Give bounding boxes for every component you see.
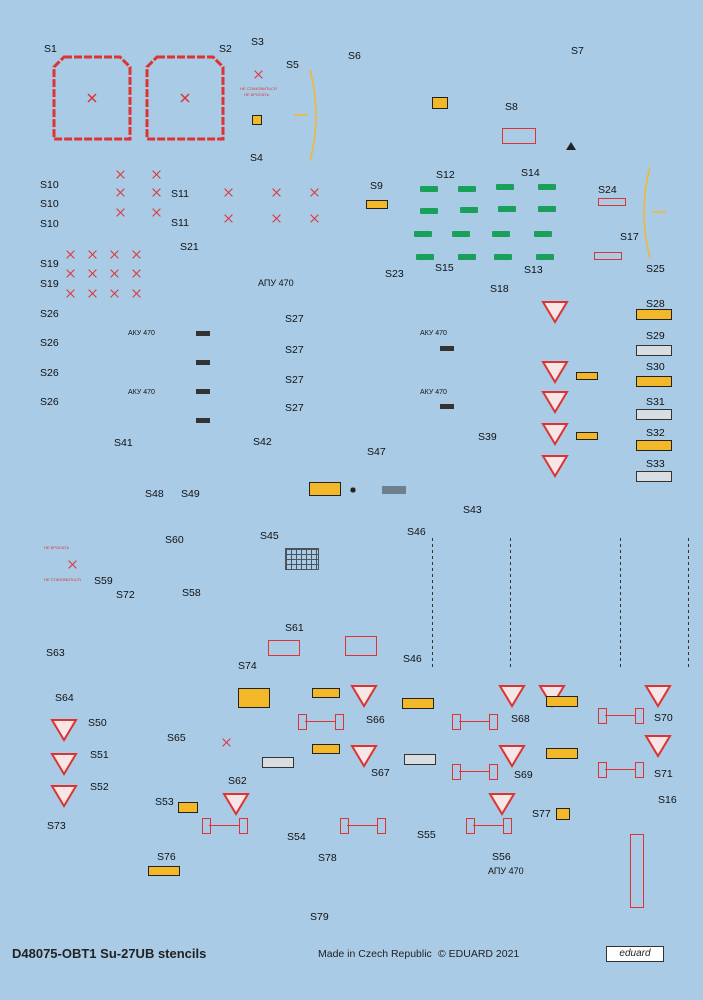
s33-plate bbox=[636, 471, 672, 482]
s30-plate bbox=[636, 376, 672, 387]
s69-plate bbox=[546, 696, 578, 707]
s18-small-plate bbox=[576, 372, 598, 380]
label-s26-d: S26 bbox=[40, 396, 59, 408]
label-s17: S17 bbox=[620, 231, 639, 243]
ruler-line bbox=[473, 825, 503, 826]
label-s46-a: S46 bbox=[407, 526, 426, 538]
s59-text: НЕ БРОСАТЬ bbox=[44, 545, 70, 550]
label-s42: S42 bbox=[253, 436, 272, 448]
label-s62: S62 bbox=[228, 775, 247, 787]
label-s70: S70 bbox=[654, 712, 673, 724]
s7-triangle bbox=[566, 142, 576, 150]
x-mark bbox=[88, 250, 97, 259]
s5-arc bbox=[290, 68, 320, 163]
label-s19-b: S19 bbox=[40, 278, 59, 290]
green-marker bbox=[458, 254, 476, 260]
label-s51: S51 bbox=[90, 749, 109, 761]
ruler-line bbox=[305, 721, 335, 722]
ruler-line bbox=[459, 771, 489, 772]
aku-stencil: АКУ 470 bbox=[128, 330, 155, 337]
label-s53: S53 bbox=[155, 796, 174, 808]
s46-dashes bbox=[688, 538, 689, 668]
label-s66: S66 bbox=[366, 714, 385, 726]
apu-stencil-s56: АПУ 470 bbox=[488, 866, 524, 876]
bracket bbox=[452, 764, 461, 780]
label-s25: S25 bbox=[646, 263, 665, 275]
s46-dashes bbox=[620, 538, 621, 668]
stencil-block bbox=[196, 331, 210, 336]
label-s30: S30 bbox=[646, 361, 665, 373]
label-s74: S74 bbox=[238, 660, 257, 672]
label-s10-a: S10 bbox=[40, 179, 59, 191]
label-s79: S79 bbox=[310, 911, 329, 923]
s56-red-panel bbox=[630, 834, 644, 908]
stencil-block bbox=[440, 346, 454, 351]
x-mark bbox=[88, 269, 97, 278]
bracket bbox=[489, 714, 498, 730]
label-s56: S56 bbox=[492, 851, 511, 863]
label-s33: S33 bbox=[646, 458, 665, 470]
ruler-line bbox=[209, 825, 239, 826]
s24-red-box-2 bbox=[594, 252, 622, 260]
x-mark bbox=[152, 188, 161, 197]
s32-plate bbox=[636, 440, 672, 451]
label-s61: S61 bbox=[285, 622, 304, 634]
s67-plate-2 bbox=[404, 754, 436, 765]
bracket bbox=[452, 714, 461, 730]
s3-text: НЕ СТАНОВИТЬСЯ bbox=[240, 86, 277, 91]
s59-text-2: НЕ СТАНОВИТЬСЯ bbox=[44, 577, 81, 582]
x-mark bbox=[224, 214, 233, 223]
s31-plate bbox=[636, 409, 672, 420]
s2-frame bbox=[145, 55, 225, 141]
stencil-block bbox=[196, 418, 210, 423]
x-mark bbox=[272, 214, 281, 223]
label-s18: S18 bbox=[490, 283, 509, 295]
x-mark bbox=[132, 269, 141, 278]
label-s69: S69 bbox=[514, 769, 533, 781]
ruler-line bbox=[605, 715, 635, 716]
x-mark bbox=[116, 188, 125, 197]
aku-stencil: АКУ 470 bbox=[128, 389, 155, 396]
label-s29: S29 bbox=[646, 330, 665, 342]
label-s4: S4 bbox=[250, 152, 263, 164]
s29-plate bbox=[636, 345, 672, 356]
label-s46-b: S46 bbox=[403, 653, 422, 665]
sheet-title: D48075-OBT1 Su-27UB stencils bbox=[12, 946, 207, 961]
bracket bbox=[598, 762, 607, 778]
label-s10-c: S10 bbox=[40, 218, 59, 230]
label-s47: S47 bbox=[367, 446, 386, 458]
eduard-logo: eduard bbox=[606, 946, 664, 962]
label-s48: S48 bbox=[145, 488, 164, 500]
label-s73: S73 bbox=[47, 820, 66, 832]
label-s78: S78 bbox=[318, 852, 337, 864]
label-s43: S43 bbox=[463, 504, 482, 516]
bracket bbox=[335, 714, 344, 730]
s4-plate bbox=[252, 115, 262, 125]
green-marker bbox=[538, 206, 556, 212]
label-s58: S58 bbox=[182, 587, 201, 599]
green-marker bbox=[494, 254, 512, 260]
green-marker bbox=[498, 206, 516, 212]
s53-plate bbox=[178, 802, 198, 813]
green-marker bbox=[492, 231, 510, 237]
label-s21: S21 bbox=[180, 241, 199, 253]
label-s68: S68 bbox=[511, 713, 530, 725]
label-s65: S65 bbox=[167, 732, 186, 744]
made-in-text: Made in Czech Republic bbox=[318, 948, 432, 960]
label-s55: S55 bbox=[417, 829, 436, 841]
label-s28: S28 bbox=[646, 298, 665, 310]
label-s26-c: S26 bbox=[40, 367, 59, 379]
green-marker bbox=[536, 254, 554, 260]
s47-table bbox=[382, 486, 406, 494]
s68-plate bbox=[402, 698, 434, 709]
copyright-text: © EDUARD 2021 bbox=[438, 948, 520, 960]
green-marker bbox=[458, 186, 476, 192]
ruler-line bbox=[347, 825, 377, 826]
label-s27-a: S27 bbox=[285, 313, 304, 325]
x-mark bbox=[66, 269, 75, 278]
label-s59: S59 bbox=[94, 575, 113, 587]
ruler-line bbox=[459, 721, 489, 722]
x-mark bbox=[66, 289, 75, 298]
s46-dashes bbox=[432, 538, 433, 668]
aku-stencil: АКУ 470 bbox=[420, 330, 447, 337]
label-s1: S1 bbox=[44, 43, 57, 55]
s1-frame bbox=[52, 55, 132, 141]
bracket bbox=[239, 818, 248, 834]
x-mark bbox=[110, 289, 119, 298]
label-s77: S77 bbox=[532, 808, 551, 820]
s8-plate bbox=[432, 97, 448, 109]
bracket bbox=[377, 818, 386, 834]
label-s54: S54 bbox=[287, 831, 306, 843]
x-mark bbox=[310, 214, 319, 223]
x-mark bbox=[310, 188, 319, 197]
x-mark bbox=[224, 188, 233, 197]
s61-box bbox=[268, 640, 300, 656]
x-mark bbox=[116, 170, 125, 179]
stencil-block bbox=[196, 389, 210, 394]
s47-plate bbox=[309, 482, 341, 496]
lower-triangles bbox=[50, 680, 690, 820]
green-marker bbox=[496, 184, 514, 190]
label-s19-a: S19 bbox=[40, 258, 59, 270]
s28-plate bbox=[636, 309, 672, 320]
label-s27-c: S27 bbox=[285, 374, 304, 386]
label-s32: S32 bbox=[646, 427, 665, 439]
label-s64: S64 bbox=[55, 692, 74, 704]
label-s2: S2 bbox=[219, 43, 232, 55]
label-s8: S8 bbox=[505, 101, 518, 113]
s67-plate bbox=[262, 757, 294, 768]
s45-table bbox=[285, 548, 319, 570]
s9-plate bbox=[366, 200, 388, 209]
green-marker bbox=[420, 208, 438, 214]
bracket bbox=[340, 818, 349, 834]
bracket bbox=[298, 714, 307, 730]
label-s13: S13 bbox=[524, 264, 543, 276]
label-s45: S45 bbox=[260, 530, 279, 542]
s24-red-box bbox=[598, 198, 626, 206]
x-mark bbox=[222, 738, 231, 747]
label-s10-b: S10 bbox=[40, 198, 59, 210]
x-mark bbox=[272, 188, 281, 197]
label-s15: S15 bbox=[435, 262, 454, 274]
label-s71: S71 bbox=[654, 768, 673, 780]
bracket bbox=[466, 818, 475, 834]
label-s12: S12 bbox=[436, 169, 455, 181]
s3-x-mark bbox=[254, 70, 263, 79]
s61-box bbox=[345, 636, 377, 656]
ruler-line bbox=[605, 769, 635, 770]
label-s27-d: S27 bbox=[285, 402, 304, 414]
bracket bbox=[503, 818, 512, 834]
green-marker bbox=[414, 231, 432, 237]
green-marker bbox=[416, 254, 434, 260]
label-s39: S39 bbox=[478, 431, 497, 443]
x-mark bbox=[132, 250, 141, 259]
label-s49: S49 bbox=[181, 488, 200, 500]
aku-stencil: АКУ 470 bbox=[420, 389, 447, 396]
label-s41: S41 bbox=[114, 437, 133, 449]
green-marker bbox=[534, 231, 552, 237]
bracket bbox=[598, 708, 607, 724]
bracket bbox=[635, 708, 644, 724]
green-marker bbox=[420, 186, 438, 192]
label-s67: S67 bbox=[371, 767, 390, 779]
s18-triangles bbox=[540, 298, 570, 483]
apu-stencil: АПУ 470 bbox=[258, 278, 294, 288]
s69-plate-2 bbox=[546, 748, 578, 759]
x-mark bbox=[66, 250, 75, 259]
label-s52: S52 bbox=[90, 781, 109, 793]
s66-plate bbox=[312, 688, 340, 698]
label-s27-b: S27 bbox=[285, 344, 304, 356]
green-marker bbox=[538, 184, 556, 190]
label-s26-a: S26 bbox=[40, 308, 59, 320]
label-s9: S9 bbox=[370, 180, 383, 192]
label-s23: S23 bbox=[385, 268, 404, 280]
label-s7: S7 bbox=[571, 45, 584, 57]
stencil-block bbox=[196, 360, 210, 365]
s3-text-2: НЕ БРОСАТЬ bbox=[244, 92, 270, 97]
x-mark bbox=[152, 208, 161, 217]
label-s31: S31 bbox=[646, 396, 665, 408]
stencil-block bbox=[440, 404, 454, 409]
label-s72: S72 bbox=[116, 589, 135, 601]
s66-plate-2 bbox=[312, 744, 340, 754]
green-marker bbox=[460, 207, 478, 213]
label-s16: S16 bbox=[658, 794, 677, 806]
bracket bbox=[489, 764, 498, 780]
x-mark bbox=[152, 170, 161, 179]
s74-plate bbox=[238, 688, 270, 708]
s46-dashes bbox=[510, 538, 511, 668]
label-s5: S5 bbox=[286, 59, 299, 71]
label-s11-b: S11 bbox=[171, 217, 189, 229]
x-mark bbox=[110, 269, 119, 278]
s76-plate bbox=[148, 866, 180, 876]
bracket bbox=[635, 762, 644, 778]
s47-dots bbox=[347, 484, 359, 496]
x-mark bbox=[132, 289, 141, 298]
bracket bbox=[202, 818, 211, 834]
label-s6: S6 bbox=[348, 50, 361, 62]
green-marker bbox=[452, 231, 470, 237]
x-mark bbox=[88, 289, 97, 298]
x-mark bbox=[110, 250, 119, 259]
s8-red-box bbox=[502, 128, 536, 144]
label-s60: S60 bbox=[165, 534, 184, 546]
label-s76: S76 bbox=[157, 851, 176, 863]
s17-arc bbox=[640, 165, 670, 260]
label-s24: S24 bbox=[598, 184, 617, 196]
label-s26-b: S26 bbox=[40, 337, 59, 349]
label-s14: S14 bbox=[521, 167, 540, 179]
x-mark bbox=[68, 560, 77, 569]
s77-plate bbox=[556, 808, 570, 820]
s18-small-plate bbox=[576, 432, 598, 440]
label-s50: S50 bbox=[88, 717, 107, 729]
x-mark bbox=[116, 208, 125, 217]
label-s63: S63 bbox=[46, 647, 65, 659]
label-s3: S3 bbox=[251, 36, 264, 48]
label-s11-a: S11 bbox=[171, 188, 189, 200]
